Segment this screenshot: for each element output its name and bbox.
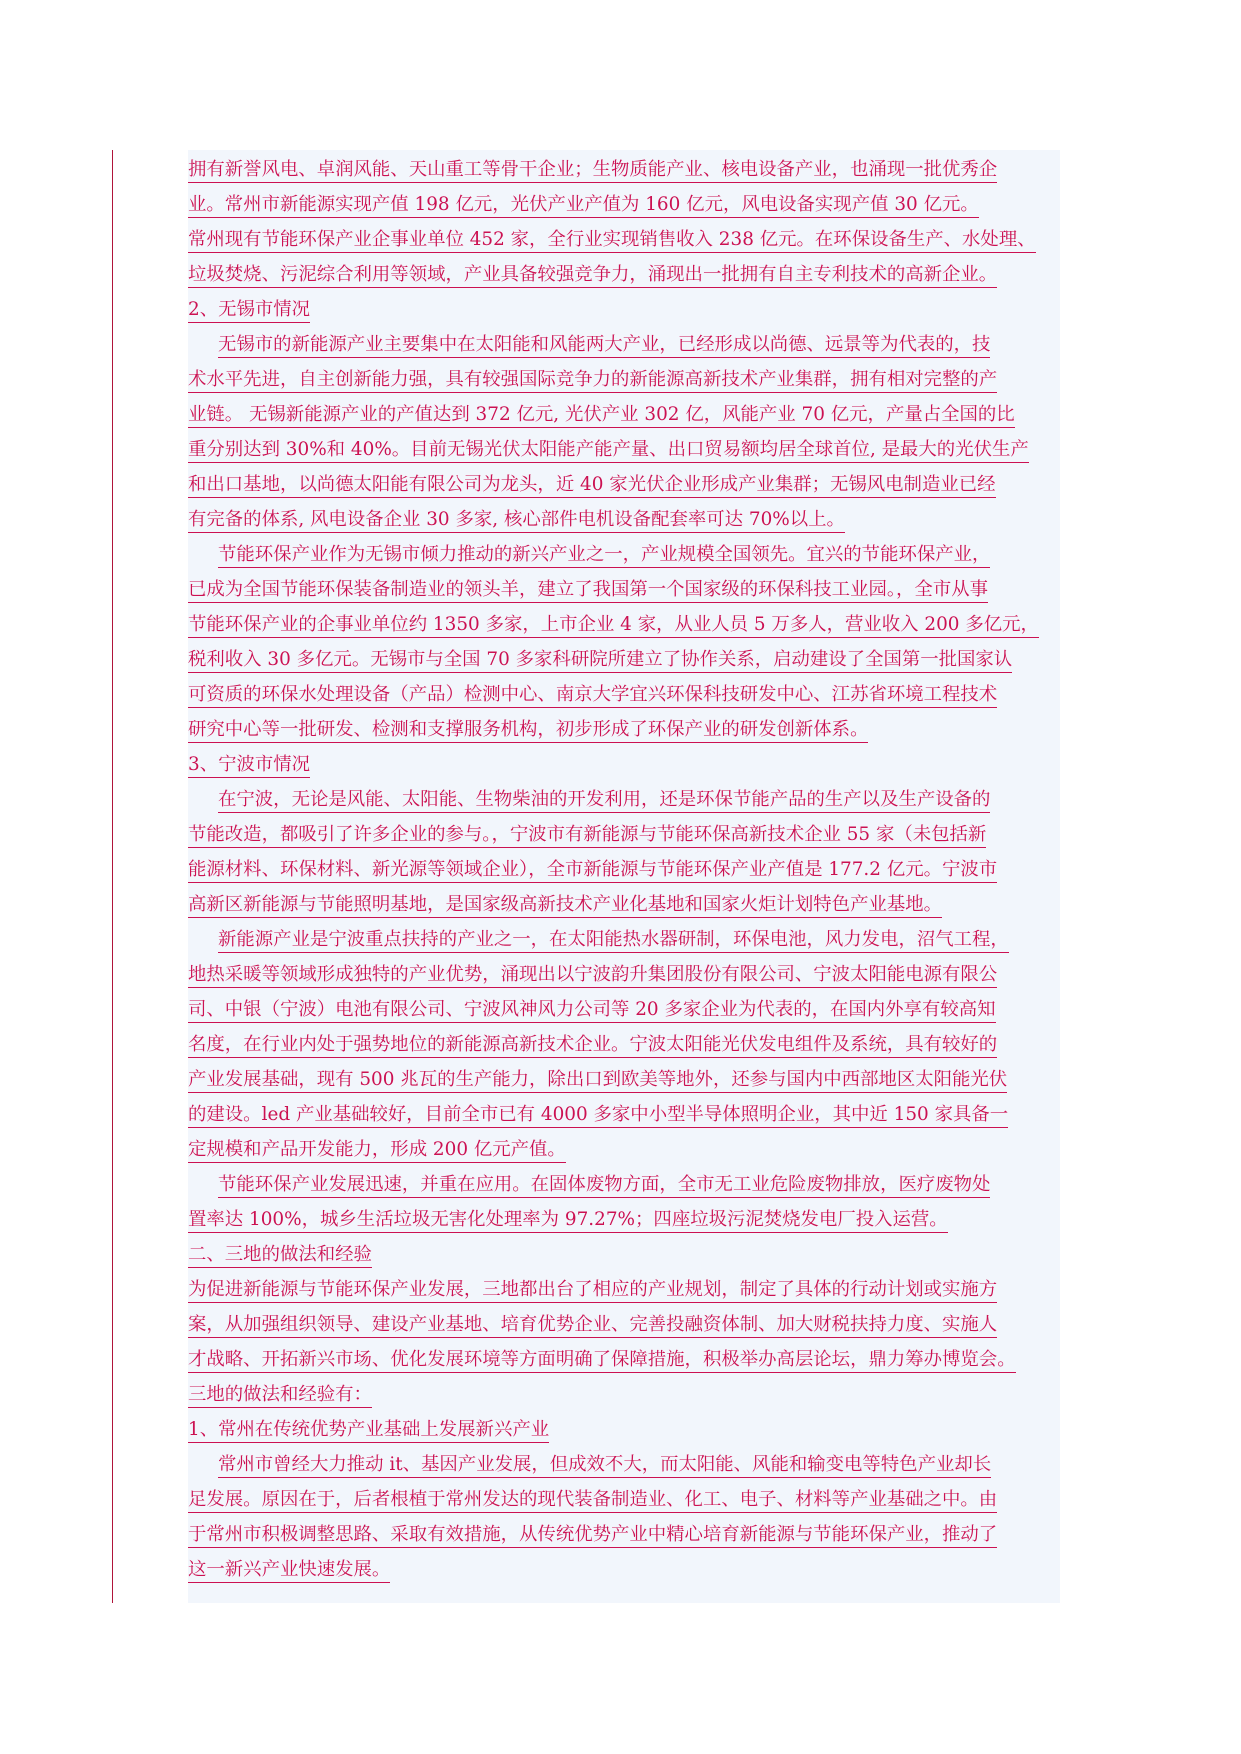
text-line: 名度，在行业内处于强势地位的新能源高新技术企业。宁波太阳能光伏发电组件及系统，具有较好的 xyxy=(188,1027,997,1062)
section-heading: 2、无锡市情况 xyxy=(188,292,310,327)
text-line: 节能环保产业发展迅速，并重在应用。在固体废物方面，全市无工业危险废物排放，医疗废物处 xyxy=(218,1167,990,1202)
text-line: 地热采暖等领域形成独特的产业优势，涌现出以宁波韵升集团股份有限公司、宁波太阳能电源有限公 xyxy=(188,957,997,992)
text-line: 在宁波，无论是风能、太阳能、生物柴油的开发利用，还是环保节能产品的生产以及生产设备的 xyxy=(218,782,990,817)
text-line: 节能环保产业的企事业单位约 1350 多家，上市企业 4 家，从业人员 5 万多人，营业收入 200 多亿元， xyxy=(188,607,1039,642)
text-line: 定规模和产品开发能力，形成 200 亿元产值。 xyxy=(188,1132,566,1167)
text-line: 案，从加强组织领导、建设产业基地、培育优势企业、完善投融资体制、加大财税扶持力度、实施人 xyxy=(188,1307,997,1342)
text-line: 研究中心等一批研发、检测和支撑服务机构，初步形成了环保产业的研发创新体系。 xyxy=(188,712,868,747)
text-line: 司、中银（宁波）电池有限公司、宁波风神风力公司等 20 多家企业为代表的，在国内外享有较高知 xyxy=(188,992,996,1027)
text-line: 的建设。led 产业基础较好，目前全市已有 4000 多家中小型半导体照明企业，其中近 150 家具备一 xyxy=(188,1097,1008,1132)
text-line: 三地的做法和经验有： xyxy=(188,1377,372,1412)
section-heading: 二、三地的做法和经验 xyxy=(188,1237,372,1272)
text-line: 无锡市的新能源产业主要集中在太阳能和风能两大产业，已经形成以尚德、远景等为代表的，技 xyxy=(218,327,990,362)
text-line: 拥有新誉风电、卓润风能、天山重工等骨干企业；生物质能产业、核电设备产业，也涌现一批优秀企 xyxy=(188,152,997,187)
section-heading: 1、常州在传统优势产业基础上发展新兴产业 xyxy=(188,1412,549,1447)
text-line: 垃圾焚烧、污泥综合利用等领域，产业具备较强竞争力，涌现出一批拥有自主专利技术的高新企业。 xyxy=(188,257,997,292)
text-line: 重分别达到 30%和 40%。目前无锡光伏太阳能产能产量、出口贸易额均居全球首位, 是最大的光伏生产 xyxy=(188,432,1029,467)
text-line: 可资质的环保水处理设备（产品）检测中心、南京大学宜兴环保科技研发中心、江苏省环境工程技术 xyxy=(188,677,997,712)
text-line: 新能源产业是宁波重点扶持的产业之一，在太阳能热水器研制，环保电池，风力发电，沼气工程， xyxy=(218,922,1009,957)
text-line: 有完备的体系, 风电设备企业 30 多家, 核心部件电机设备配套率可达 70%以上。 xyxy=(188,502,845,537)
section-heading: 3、宁波市情况 xyxy=(188,747,310,782)
text-line: 产业发展基础，现有 500 兆瓦的生产能力，除出口到欧美等地外，还参与国内中西部地区太阳能光伏 xyxy=(188,1062,1007,1097)
text-line: 才战略、开拓新兴市场、优化发展环境等方面明确了保障措施，积极举办高层论坛，鼎力筹办博览会。 xyxy=(188,1342,1016,1377)
text-line: 于常州市积极调整思路、采取有效措施，从传统优势产业中精心培育新能源与节能环保产业，推动了 xyxy=(188,1517,997,1552)
text-line: 节能环保产业作为无锡市倾力推动的新兴产业之一，产业规模全国领先。宜兴的节能环保产业， xyxy=(218,537,990,572)
text-line: 和出口基地，以尚德太阳能有限公司为龙头，近 40 家光伏企业形成产业集群；无锡风电制造业已经 xyxy=(188,467,996,502)
text-line: 业链。 无锡新能源产业的产值达到 372 亿元, 光伏产业 302 亿，风能产业 70 亿元，产量占全国的比 xyxy=(188,397,1015,432)
text-line: 术水平先进，自主创新能力强，具有较强国际竞争力的新能源高新技术产业集群，拥有相对完整的产 xyxy=(188,362,997,397)
text-line: 这一新兴产业快速发展。 xyxy=(188,1552,390,1587)
text-line: 税利收入 30 多亿元。无锡市与全国 70 多家科研院所建立了协作关系，启动建设了全国第一批国家认 xyxy=(188,642,1012,677)
text-line: 能源材料、环保材料、新光源等领域企业），全市新能源与节能环保产业产值是 177.2 亿元。宁波市 xyxy=(188,852,997,887)
text-line: 足发展。原因在于，后者根植于常州发达的现代装备制造业、化工、电子、材料等产业基础之中。由 xyxy=(188,1482,997,1517)
margin-line xyxy=(112,150,113,1603)
text-line: 为促进新能源与节能环保产业发展，三地都出台了相应的产业规划，制定了具体的行动计划或实施方 xyxy=(188,1272,997,1307)
text-line: 已成为全国节能环保装备制造业的领头羊，建立了我国第一个国家级的环保科技工业园。，全市从事 xyxy=(188,572,988,607)
text-line: 节能改造，都吸引了许多企业的参与。，宁波市有新能源与节能环保高新技术企业 55 家（未包括新 xyxy=(188,817,986,852)
text-line: 业。常州市新能源实现产值 198 亿元，光伏产业产值为 160 亿元，风电设备实现产值 30 亿元。 xyxy=(188,187,979,222)
text-line: 置率达 100%，城乡生活垃圾无害化处理率为 97.27%；四座垃圾污泥焚烧发电厂投入运营。 xyxy=(188,1202,948,1237)
text-line: 常州市曾经大力推动 it、基因产业发展，但成效不大，而太阳能、风能和输变电等特色产业却长 xyxy=(218,1447,991,1482)
document-body xyxy=(188,150,1060,1603)
text-line: 常州现有节能环保产业企事业单位 452 家，全行业实现销售收入 238 亿元。在环保设备生产、水处理、 xyxy=(188,222,1036,257)
text-line: 高新区新能源与节能照明基地，是国家级高新技术产业化基地和国家火炬计划特色产业基地。 xyxy=(188,887,942,922)
